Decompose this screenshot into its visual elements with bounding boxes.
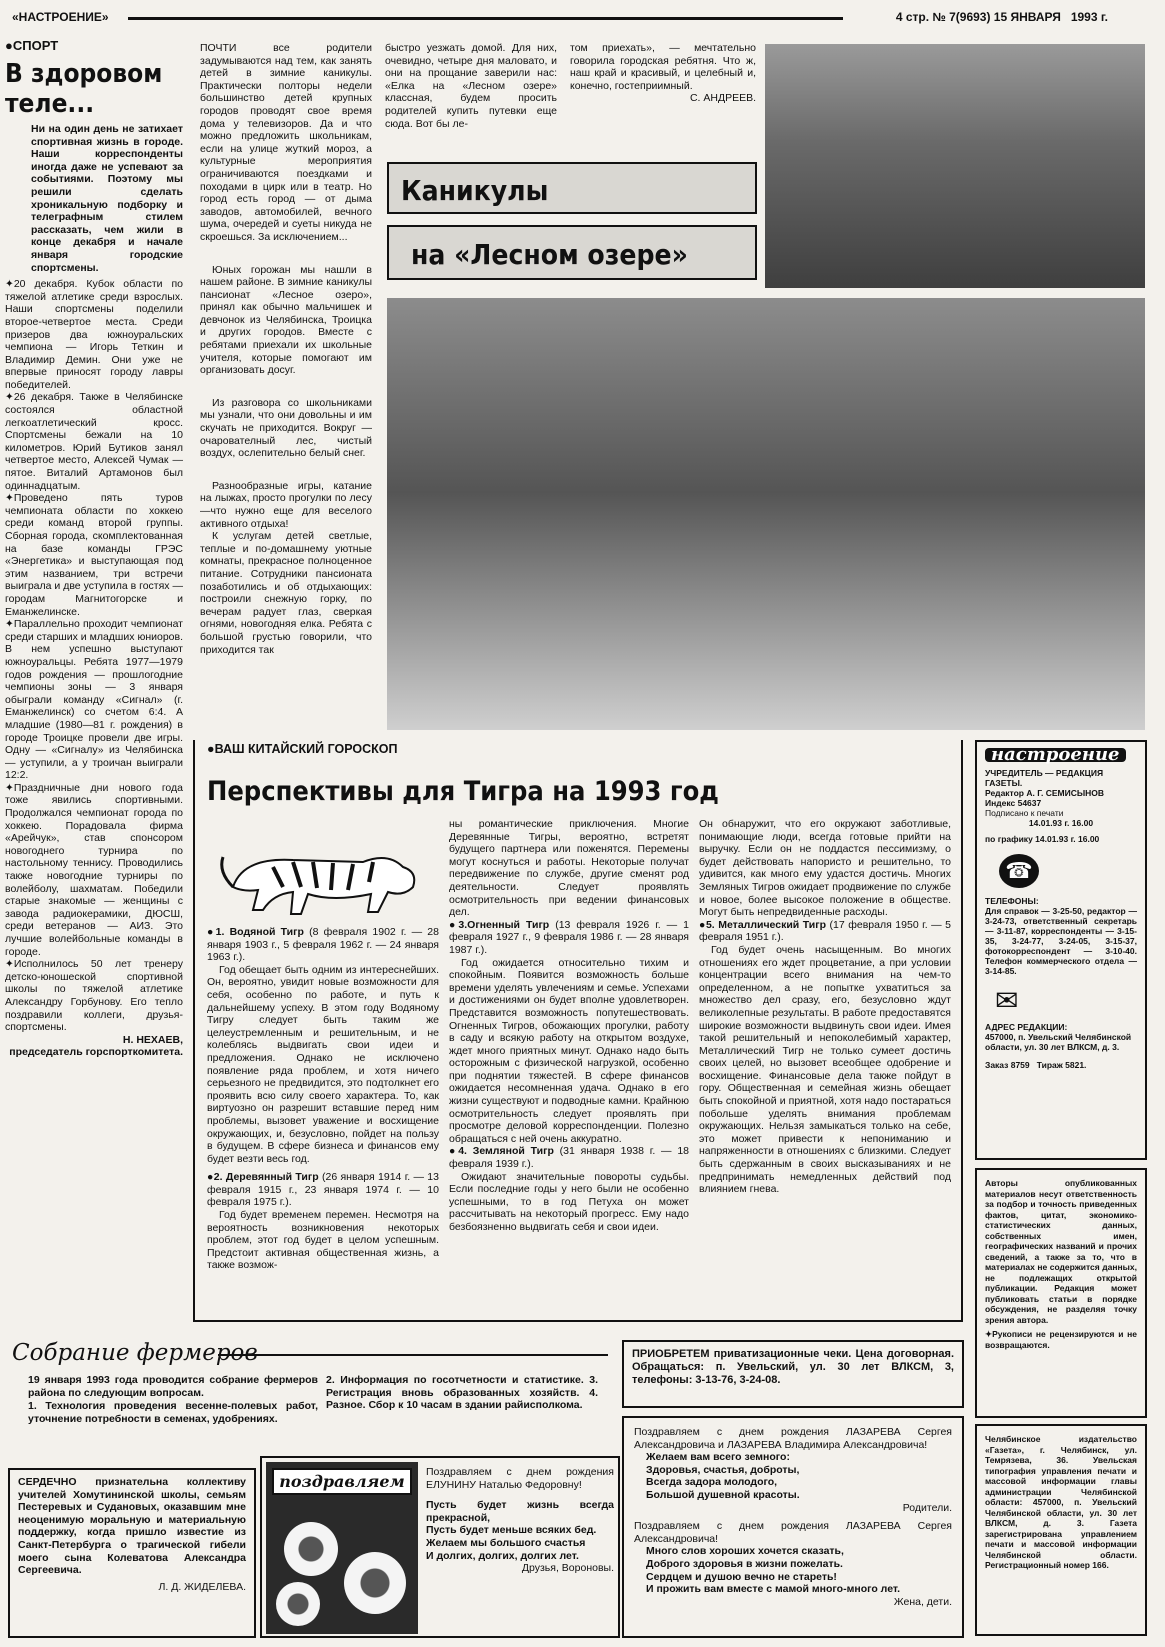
congrats-sign: Друзья, Вороновы. (521, 1562, 614, 1575)
poem-line: Сердцем и душою вечно не стареть! (646, 1570, 837, 1583)
poem-line: Желаем вам всего земного: (646, 1451, 790, 1464)
congrats2-sign: Родители. (902, 1501, 952, 1514)
phones: Для справок — 3-25-50, редактор — 3-24-73, ответственный секретарь — 3-11-87, корреспонденты — 3-15-35, 3-24-77, 3-24-05, 3-15-37, фотокорреспондент — 3-10-40. Телефон коммерческого отдела — 3-14-85. (985, 906, 1137, 976)
congrats2-intro2: Поздравляем с днем рождения ЛАЗАРЕВА Сергея Александровича! (634, 1520, 952, 1545)
sign-3-text: Год ожидается относительно тихим и спокойным. Появится возможность больше времени уделять увлечениям и семье. Успехами и достижениями он будет вполне удовлетворен. Представится возможность попутешествовать. Огненных Тигров, обожающих прогулки, работу в саду и всякую работу на открытом воздухе, ждет много приятных минут. Однако надо быть осторожным с физической нагрузкой, особенно при поднятии тяжестей. В сфере финансов ожидается несомненная удача. Однако в его жизни существуют и подводные камни. Крайнюю осмотрительность следует проявлять при просмотре деловой корреспонденции. Полезно обращаться с ней очень аккуратно. (449, 956, 689, 1145)
address: 457000, п. Увельский Челябинской области, ул. 30 лет ВЛКСМ, д. 3. (985, 1032, 1132, 1052)
sign-4-text-cont: Он обнаружит, что его окружают заботливые, понимающие люди, всегда готовые прийти на выручку. Если он не поддастся пессимизму, о будет действовать напористо и решительно, то удивится, как много ему удастся достичь. Многих Земляных Тигров ожидает продвижение по службе и новое, более высокое положение в обществе. Могут быть непредвиденные расходы. (699, 818, 951, 919)
sign-2-head: 2. Деревянный Тигр (213, 1171, 319, 1184)
index: Индекс 54637 (985, 798, 1042, 808)
sport-section (5, 38, 183, 1276)
daisy-icon (344, 1552, 406, 1614)
run: Тираж 5821. (1036, 1060, 1087, 1070)
congrats2-sign2: Жена, дети. (893, 1595, 952, 1608)
farmers-items-right: 2. Информация по госотчетности и статистике. 3. Регистрация вновь образованных хозяйств. 4. Разное. Сбор к 10 часам в здании райисполкома. (326, 1374, 598, 1412)
vacation-paragraph: Разнообразные игры, катание на лыжах, просто прогулки по лесу—что нужно еще для веселого активного отдыха! (200, 479, 372, 530)
photo-boy-winter (765, 44, 1145, 288)
sport-item: ✦ 20 декабря. Кубок области по тяжелой атлетике среди взрослых. Наши спортсмены поделили второе-четвертое места. Среди призеров два южноуральских чемпиона — Игорь Теткин и Владимир Демин. Они уже не впервые приносят городу лавры победителей. (5, 278, 183, 391)
vacation-paragraph: Юных горожан мы нашли в нашем районе. В зимние каникулы пансионат «Лесное озеро», принял как обычно мальчишек и девчонок из Челябинска, Троицка и других городов. Вместе с ребятами приехали их школьные учителя, которые помогают им организовать досуг. (200, 263, 372, 377)
horoscope-col2 (449, 818, 689, 1234)
vacation-title-1: Каникулы (387, 162, 757, 214)
vacation-col2: быстро уезжать домой. Для них, очевидно, четыре дня маловато, и они на прощание заверили нас: «Елка на «Лесном озере» классная, будем просить родителей купить путевки еще сюда. Вот бы ле- (385, 42, 557, 130)
vacation-paragraph: Из разговора со школьниками мы узнали, что они довольны и им скучать не приходится. Вокруг — очарователный лес, чистый воздух, ослепительно белый снег. (200, 396, 372, 460)
thanks-sign: Л. Д. ЖИДЕЛЕВА. (158, 1580, 246, 1593)
horoscope-rubric: ● ВАШ КИТАЙСКИЙ ГОРОСКОП (207, 742, 398, 756)
sign-1-text: Год обещает быть одним из интереснейших. Он, вероятно, увидит новые возможности для себя, особенно по работе, и путь к дальнейшему успеху. В этом году Водяному Тигру следует быть таким же целеустремленным и решительным, и не колеблясь выдвигать свои идеи и предложения. Однако не исключено появление ряда проблем, и хотя ничего серьезного не предвидится, это подтолкнет его проявить всю силу своего характера. То, как виртуозно он разрешит вставшие перед ним проблемы, вызовет уважение и восхищение окружающих, и, безусловно, пойдет на пользу в будущем. В сфере бизнеса и финансов ему будет везти весь год. (207, 963, 439, 1165)
vacation-col3-text: том приехать», — мечтательно говорила городская ребятня. Что ж, наш край и красивый, и целебный и, конечно, гостеприимный. (570, 42, 756, 92)
farmers-title: Собрание фермеров (12, 1340, 266, 1366)
sign-3-head: 3.Огненный Тигр (458, 918, 550, 931)
sign-5-head: 5. Металлический Тигр (705, 918, 827, 931)
daisy-icon (276, 1582, 320, 1626)
schedule: по графику 14.01.93 г. 16.00 (985, 834, 1100, 844)
sport-title: В здоровом теле... (5, 59, 163, 119)
sign-2-text-cont: ны романтические приключения. Многие Деревянные Тигры, вероятно, встретят будущего партнера или поженятся. Перемены могут коснуться и работы. Некоторые получат передвижение по службе, другие сменят род деятельности. Следует проявлять осмотрительность при ведении финансовых дел. (449, 818, 689, 919)
sport-item: ✦ Параллельно проходит чемпионат среди старших и младших юниоров. В нем успешно выступают южноуральцы. Ребята 1977—1979 годов рождения — прошлогодние чемпионы зоны — 3 января обыграли команду «Сигнал» (г. Еманжелинск) со счетом 6:4. А младшие (1980—81 г. рождения) в городе Троицке провели две игры. Одну — «Сигналу» из Челябинска — уступили, а у троичан выиграли 12:2. (5, 618, 183, 782)
sign-2-text: Год будет временем перемен. Несмотря на вероятность возникновения некоторых проблем, этот год будет в целом успешным. Предстоит активная общественная жизнь, а также возмож- (207, 1209, 439, 1272)
photo-kids-sledding (387, 298, 1145, 730)
congrats-banner (266, 1462, 418, 1634)
poem-line: Здоровья, счастья, доброты, (646, 1463, 800, 1476)
order: Заказ 8759 (985, 1060, 1030, 1070)
vacation-paragraph: ПОЧТИ все родители задумываются над тем, как занять детей в зимние каникулы. Практически полторы недели большинство детей крупных городов проводят свое время дома у телевизоров. Да и что можно предложить школьникам, если на улице жуткий мороз, а культурные мероприятия ограничиваются поездками и походами в цирк или в театр. Но город есть город — от дыма заводов, автомобилей, вечного шума, очередей и суеты никуда не скроешься. За исключением... (200, 42, 372, 243)
sign-1-head: 1. Водяной Тигр (215, 926, 304, 938)
disclaimer-box (975, 1168, 1147, 1418)
vacation-author: С. АНДРЕЕВ. (689, 92, 756, 105)
farmers-items-left: 1. Технология проведения весенне-полевых работ, уточнение потребности в семенах, удобрениях. (28, 1400, 318, 1425)
sport-author-role: председатель горспорткомитета. (9, 1045, 183, 1058)
poem-line: Доброго здоровья в жизни пожелать. (646, 1557, 843, 1570)
thanks-box (8, 1468, 256, 1638)
printer-info: Челябинское издательство «Газета», г. Челябинск, ул. Темрязева, 36. Увельская типография управления печати и массовой информации главы администрации Челябинской области: 457000, п. Увельский Челябинской области, ул. 30 лет ВЛКСМ, д. 3. Газета зарегистрирована управлением печати и массовой информации Челябинской области. Регистрационный номер 166. (985, 1434, 1137, 1570)
poem-line: Большой душевной красоты. (646, 1488, 800, 1501)
farmers-rule (218, 1354, 608, 1356)
farmers-section (8, 1340, 608, 1452)
poem-line: И долгих, долгих, долгих лет. (426, 1549, 579, 1562)
sport-item: ✦ 26 декабря. Также в Челябинске состоялся областной легкоатлетический кросс. Спортсмены бежали на 10 километров. Юрий Бутиков занял четвертое место, Алексей Чумак — пятое. Виталий Артамонов был одиннадцатым. (5, 391, 183, 492)
sign-4-text: Ожидают значительные повороты судьбы. Если последние годы у него были не особенно успешными, то в год Петуха он может рассчитывать на некоторый прогресс. Ему надо безбоязненно выдвигать себя и свои идеи. (449, 1170, 689, 1233)
farmers-intro: 19 января 1993 года проводится собрание фермеров района по следующим вопросам. (28, 1374, 318, 1399)
horoscope-col3 (699, 818, 951, 1196)
vacation-paragraph: К услугам детей светлые, теплые и по-домашнему уютные комнаты, прекрасное полноценное питание. Сотрудники пансионата позаботились и об отдыхающих: построили снежную горку, по вечерам радует глаз, сверкая огнями, новогодняя елка. Ребята с большой грустью говорили, что приходится так (200, 530, 372, 656)
manuscripts: ✦ Рукописи не рецензируются и не возвращаются. (985, 1329, 1137, 1350)
sport-item: ✦ Проведено пять туров чемпионата области по хоккею среди команд второй группы. Сборная города, скомплектованная на базе команды ГРЭС «Энергетика» и выступающая под этим названием, три встречи выиграла и две уступила в гостях — городам Магнитогорске и Еманжелинске. (5, 492, 183, 618)
address-title: АДРЕС РЕДАКЦИИ: (985, 1022, 1068, 1032)
masthead (8, 8, 1108, 28)
issue-info: 4 стр. № 7(9693) 15 ЯНВАРЯ 1993 г. (895, 10, 1108, 24)
sign-4-dates: (31 января 1938 г. — 18 февраля 1939 г.). (449, 1145, 689, 1171)
sport-intro: Ни на один день не затихает спортивная жизнь в городе. Наши корреспонденты иногда даже не успевают за событиями. Поэтому мы решили сделать хроникальную подборку и телеграфным стилем рассказать, чем жили в конце декабря и начале января городские спортсмены. (31, 123, 183, 274)
congrats-intro: Поздравляем с днем рождения ЕЛУНИНУ Наталью Федоровну! (426, 1466, 614, 1491)
masthead-rule (128, 17, 843, 20)
horoscope-sign-2 (207, 1171, 439, 1209)
printer-box (975, 1424, 1147, 1636)
poem-line: Пусть будет меньше всяких бед. (426, 1524, 597, 1537)
founder: УЧРЕДИТЕЛЬ — РЕДАКЦИЯ ГАЗЕТЫ. (985, 768, 1104, 788)
poem-line: И прожить вам вместе с мамой много-много лет. (646, 1583, 901, 1596)
congrats2-box (622, 1416, 964, 1638)
horoscope-col1 (207, 926, 439, 1272)
congrats-banner-text: поздравляем (272, 1468, 412, 1495)
horoscope-sign-3 (449, 919, 689, 957)
cheques-ad: ПРИОБРЕТЕМ приватизационные чеки. Цена договорная. Обращаться: п. Увельский, ул. 30 лет ВЛКСМ, 3, телефоны: 3-13-76, 3-24-08. (622, 1340, 964, 1408)
disclaimer: Авторы опубликованных материалов несут ответственность за подбор и точность приведенных фактов, цитат, экономико-статистических данных, собственных имен, географических названий и прочих сведений, а также за то, что в материалах не содержится данных, не подлежащих открытой публикации. Редакция может публиковать статьи в порядке обсуждения, не разделяя точку зрения автора. (985, 1178, 1137, 1325)
sign-5-text: Год будет очень насыщенным. Во многих отношениях его ждет процветание, а при условии концентрации всего внимания на чем-то определенном, а не попытке ухватиться за множество дел сразу, его, безусловно ждут великолепные результаты. В работе предоставятся широкие возможности выдвинуть свои идеи. Имея такой решительный и непоколебимый характер, Металлический Тигр не только сумеет достичь своих целей, но вызовет всеобщее одобрение и восхищение. Финансовые дела также пойдут в гору. Общественная и семейная жизнь обещает быть спокойной и приятной, хотя надо постараться побольше уделять внимания проблемам окружающих. Нельзя замыкаться только на себе, это может привести к непониманию и напряженности в отношениях с близкими. Следует быть сдержанным в своих высказываниях и не предпринимать немедленных действий под влиянием гнева. (699, 943, 951, 1196)
poem-line: Желаем мы большого счастья (426, 1536, 586, 1549)
order-run (985, 1060, 1137, 1070)
poem-line: Пусть будет жизнь всегда прекрасной, (426, 1499, 614, 1524)
horoscope-section (193, 740, 963, 1322)
newspaper-name: «НАСТРОЕНИЕ» (12, 10, 109, 24)
congrats2-intro: Поздравляем с днем рождения ЛАЗАРЕВА Сергея Александровича и ЛАЗАРЕВА Владимира Александровича! (634, 1426, 952, 1451)
sport-author: Н. НЕХАЕВ, (122, 1033, 183, 1046)
horoscope-sign-5 (699, 919, 951, 944)
poem-line: Много слов хороших хочется сказать, (646, 1545, 844, 1558)
congrats-box (260, 1456, 620, 1638)
tiger-icon (213, 832, 433, 922)
thanks-text: СЕРДЕЧНО признательна коллективу учителей Хомутининской школы, семьям Пестеревых и Судановых, оказавшим мне неоценимую моральную и материальную поддержку, когда пришло известие из Санкт-Петербурга о трагической гибели моего сына Колеватова Александра Сергеевича. (18, 1476, 246, 1577)
newspaper-logo: настроение (985, 748, 1126, 762)
imprint-box (975, 740, 1147, 1160)
sign-2-dates: (26 января 1914 г. — 13 февраля 1915 г., 23 января 1974 г. — 10 февраля 1975 г.). (207, 1171, 439, 1209)
sport-item: ✦ Исполнилось 50 лет тренеру детско-юношеской спортивной школы по тяжелой атлетике Александру Горбунову. Его тепло поздравили коллеги, друзья-спортсмены. (5, 958, 183, 1034)
sport-item: ✦ Праздничные дни нового года тоже явились спортивными. Продолжался чемпионат города по хоккею. Порадовала фирма «Арейчук», став спонсором новогоднего турнира по настольному теннису. Проводились также новогодние турниры по волейболу, шахматам. Победили старые знакомые — женщины с завода радиокерамики, ДЮСШ, среди ветеранов — АИЗ. Это лучшие волейбольные команды в городе. (5, 782, 183, 958)
phone-icon: ☎ (999, 854, 1039, 888)
vacation-col1 (200, 42, 372, 732)
poem-line: Всегда задора молодого, (646, 1476, 778, 1489)
congrats-text (426, 1466, 614, 1575)
horoscope-sign-4 (449, 1145, 689, 1170)
horoscope-sign-1 (207, 926, 439, 964)
sign-3-dates: (13 февраля 1926 г. — 1 февраля 1927 г., 9 февраля 1986 г. — 28 января 1987 г.). (449, 918, 689, 956)
vacation-title-2: на «Лесном озере» (387, 225, 757, 280)
signed-time: 14.01.93 г. 16.00 (1028, 818, 1094, 828)
vacation-col3 (570, 42, 756, 137)
mail-icon: ✉ (995, 985, 1019, 1016)
daisy-icon (284, 1522, 338, 1576)
sign-4-head: 4. Земляной Тигр (458, 1145, 554, 1158)
signed: Подписано к печати (985, 808, 1064, 818)
sign-1-dates: (8 февраля 1902 г. — 28 января 1903 г., 5 февраля 1962 г. — 24 января 1963 г.). (207, 926, 439, 964)
sign-5-dates: (17 февраля 1950 г. — 5 февраля 1951 г.). (699, 918, 952, 944)
horoscope-title: Перспективы для Тигра на 1993 год (207, 776, 719, 807)
editor: Редактор А. Г. СЕМИСЫНОВ (985, 788, 1105, 798)
phones-title: ТЕЛЕФОНЫ: (985, 896, 1039, 906)
sport-rubric: ● СПОРТ (5, 38, 183, 53)
